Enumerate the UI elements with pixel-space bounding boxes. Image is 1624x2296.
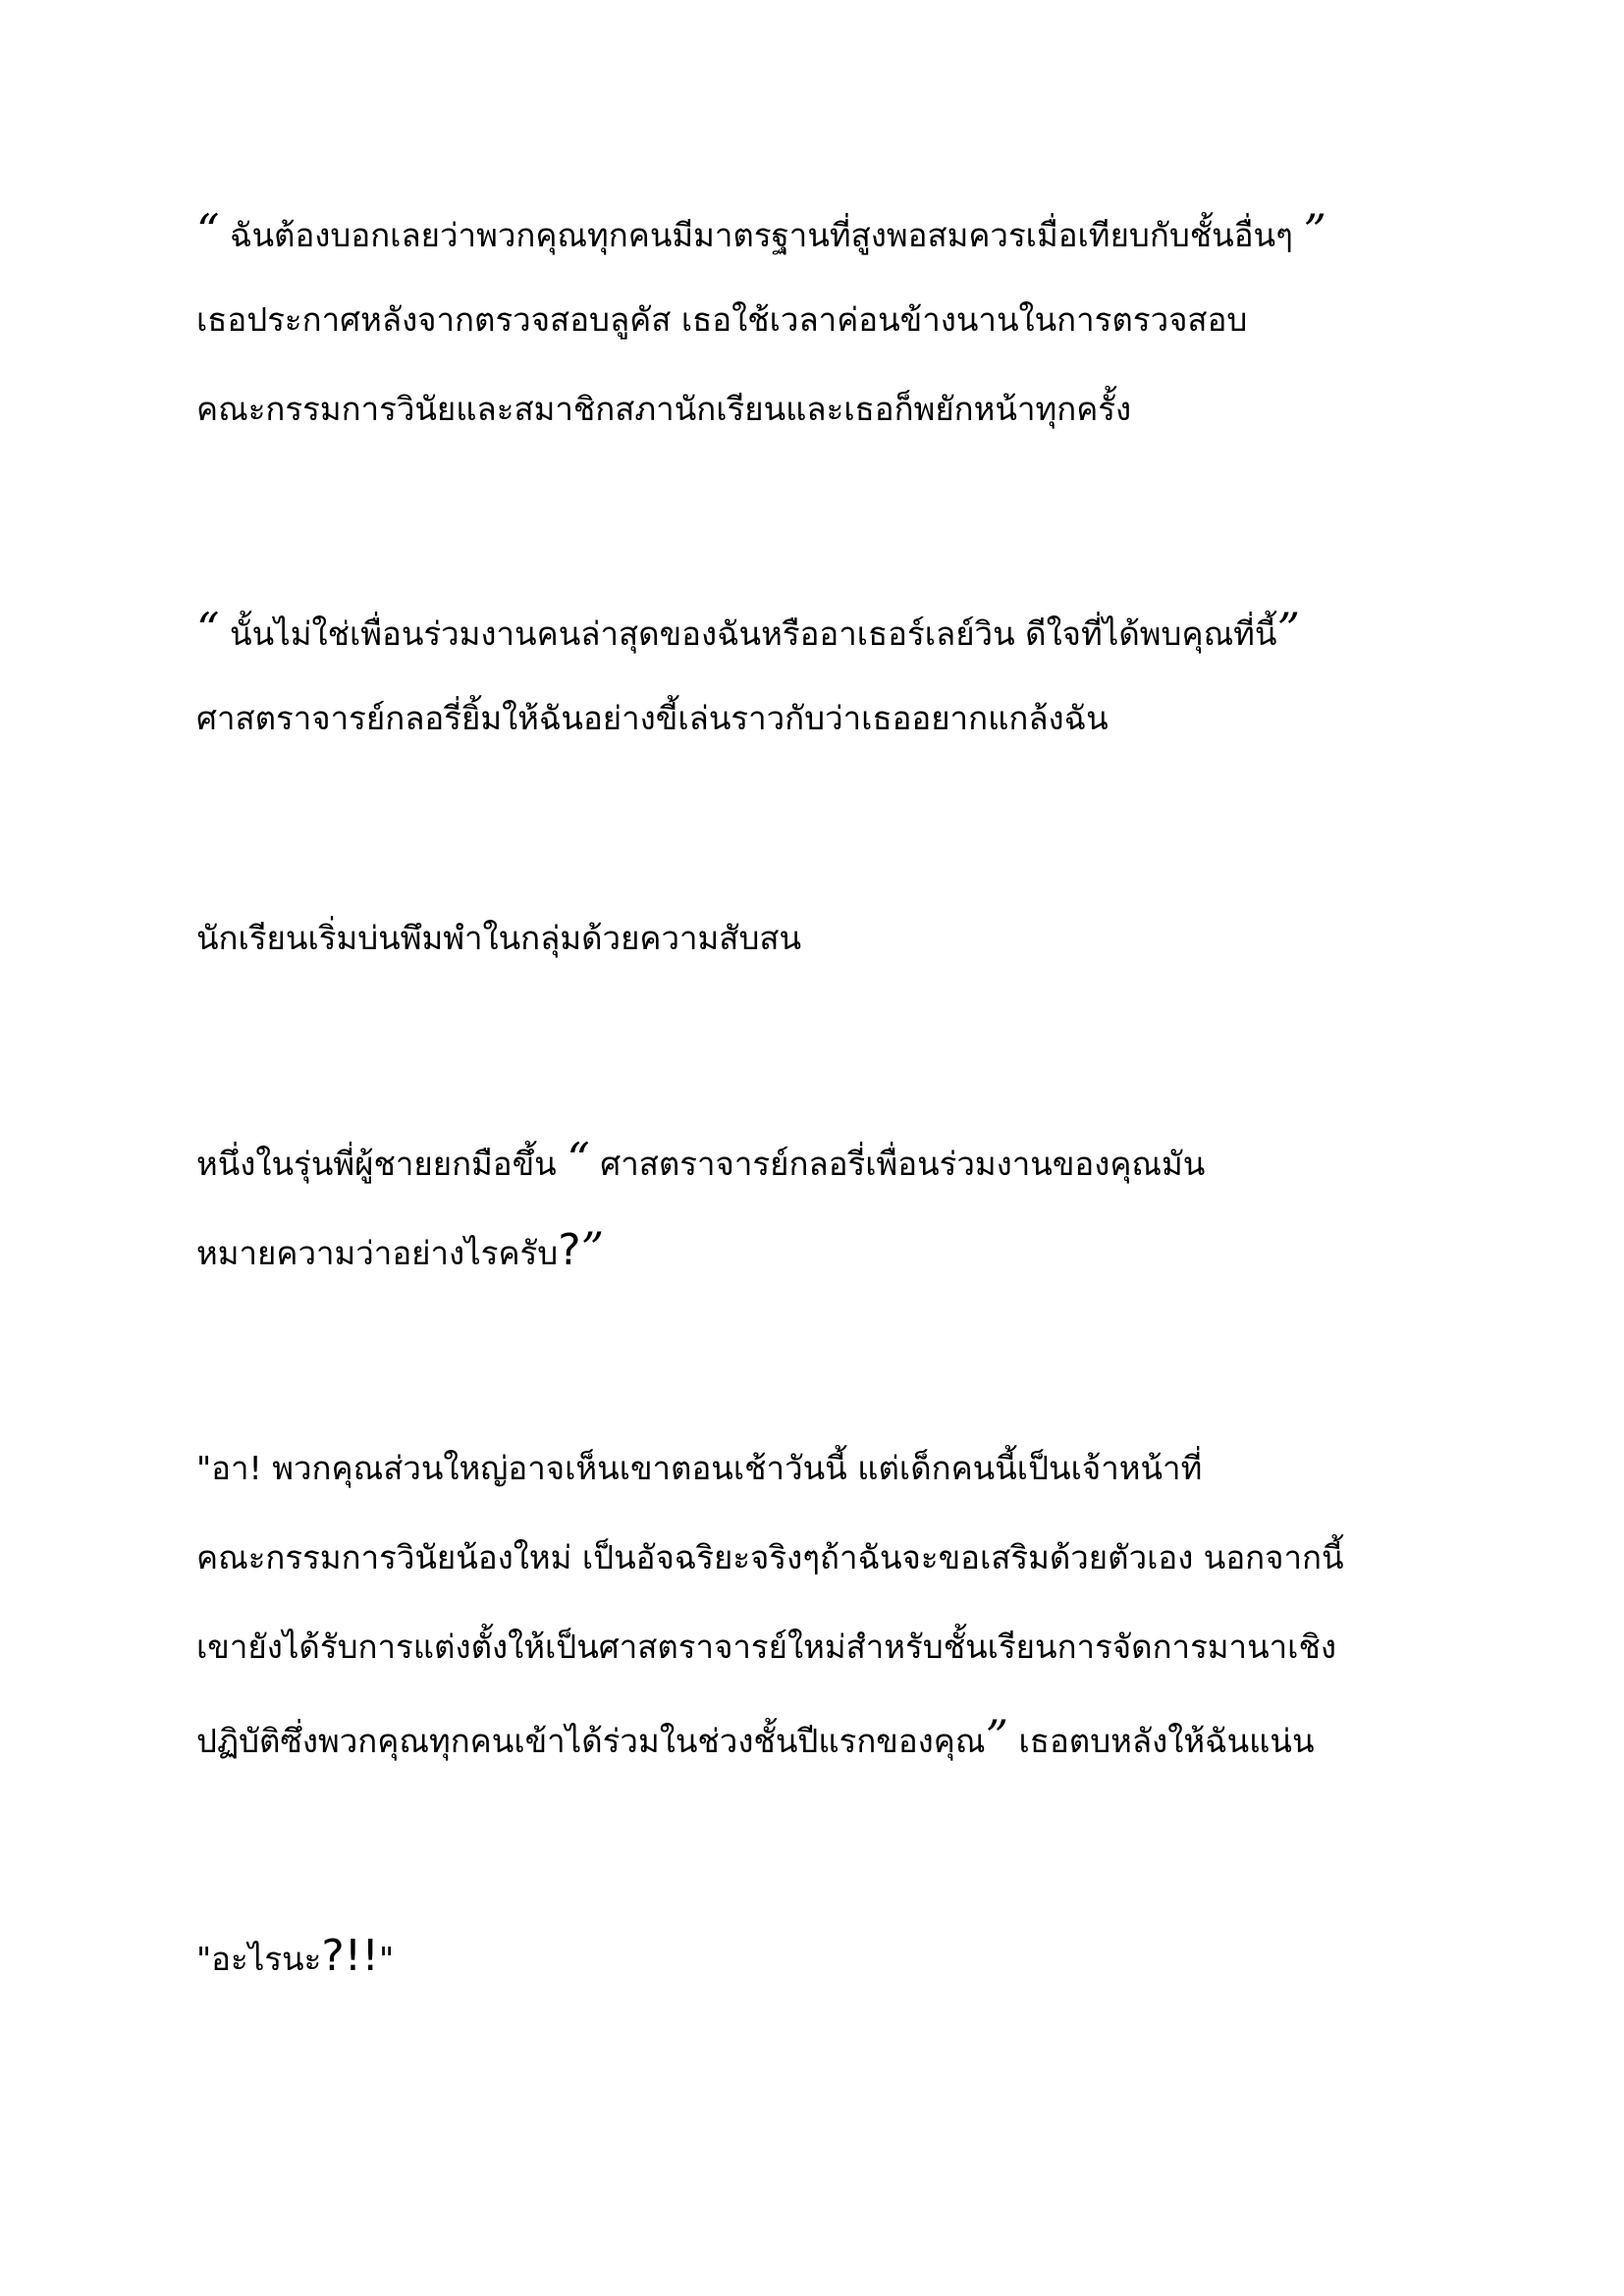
text-line <box>196 1133 1206 1188</box>
open-quote: “ <box>196 204 220 257</box>
line-text: ศาสตราจารย์กลอรี่เพื่อนร่วมงานของคุณมัน <box>589 1145 1206 1183</box>
close-quote: ” <box>580 1222 605 1275</box>
close-quote: ” <box>1303 204 1326 257</box>
line-text: "อา! พวกคุณส่วนใหญ่อาจเห็นเขาตอนเช้าวันนี้ แต่เด็กคนนี้เป็นเจ้าหน้าที่ <box>196 1449 1203 1487</box>
text-line <box>196 603 1301 658</box>
line-text: "อะไรนะ <box>196 1940 322 1978</box>
text-line <box>196 1710 1315 1765</box>
text-line <box>196 1624 1336 1671</box>
line-text: คณะกรรมการวินัยและสมาชิกสภานักเรียนและเธอก็พยักหน้าทุกครั้ง <box>196 390 1132 428</box>
close-quote: ” <box>985 1710 1009 1763</box>
line-text: ศาสตราจารย์กลอรี่ยิ้มให้ฉันอย่างขี้เล่นราวกับว่าเธออยากแกล้งฉัน <box>196 699 1109 737</box>
close-quote: ” <box>1276 603 1301 656</box>
line-text: " <box>378 1940 395 1978</box>
text-line <box>196 1445 1202 1492</box>
line-text: เธอประกาศหลังจากตรวจสอบลูคัส เธอใช้เวลาค่อนข้างนานในการตรวจสอบ <box>196 300 1248 339</box>
exclamation-marks: ?!! <box>321 1931 379 1981</box>
text-line <box>196 296 1247 344</box>
line-text: เธอตบหลังให้ฉันแน่น <box>1008 1722 1315 1760</box>
text-line <box>196 1933 394 1983</box>
line-text: หนึ่งในรุ่นพี่ผู้ชายยกมือขึ้น <box>196 1145 568 1183</box>
open-quote: “ <box>567 1133 590 1186</box>
line-text: นักเรียนเริ่มบ่นพึมพำในกลุ่มด้วยความสับสน <box>196 919 802 957</box>
text-line <box>196 915 801 962</box>
line-text: เขายังได้รับการแต่งตั้งให้เป็นศาสตราจารย์ใหม่สำหรับชั้นเรียนการจัดการมานาเชิง <box>196 1628 1336 1666</box>
text-line <box>196 1534 1344 1581</box>
text-line <box>196 204 1326 259</box>
text-line <box>196 1222 605 1277</box>
open-quote: “ <box>196 603 220 656</box>
text-line <box>196 386 1131 433</box>
question-mark: ? <box>558 1225 581 1275</box>
line-text: นั้นไม่ใช่เพื่อนร่วมงานคนล่าสุดของฉันหรืออาเธอร์เลย์วิน ดีใจที่ได้พบคุณที่นี้ <box>219 614 1277 653</box>
text-line <box>196 695 1109 742</box>
line-text: คณะกรรมการวินัยน้องใหม่ เป็นอัจฉริยะจริงๆถ้าฉันจะขอเสริมด้วยตัวเอง นอกจากนี้ <box>196 1538 1344 1576</box>
line-text: ปฏิบัติซึ่งพวกคุณทุกคนเข้าได้ร่วมในช่วงชั้นปีแรกของคุณ <box>196 1722 986 1760</box>
line-text: หมายความว่าอย่างไรครับ <box>196 1234 559 1272</box>
line-text: ฉันต้องบอกเลยว่าพวกคุณทุกคนมีมาตรฐานที่สูงพอสมควรเมื่อเทียบกับชั้นอื่นๆ <box>219 216 1304 254</box>
